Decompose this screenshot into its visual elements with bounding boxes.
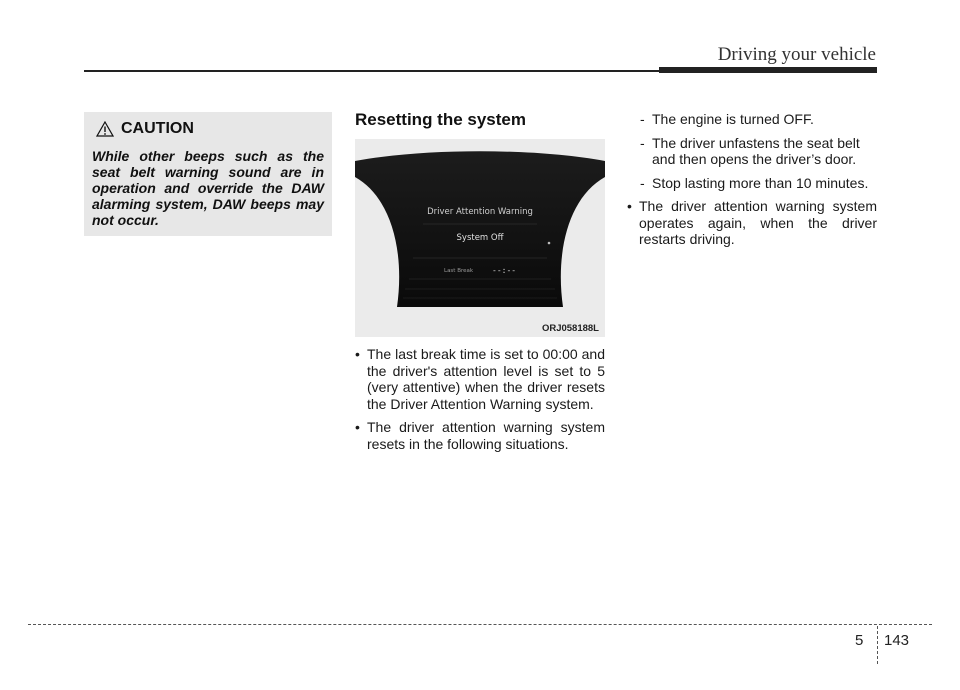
situation-item: - The engine is turned OFF.	[640, 111, 814, 127]
cluster-display-illustration	[355, 139, 605, 337]
footer-divider	[877, 626, 878, 664]
list-item: • The driver attention warning system operates again, when the driver restarts driving.	[627, 198, 877, 247]
display-bezel	[355, 151, 605, 307]
right-column	[627, 111, 877, 255]
display-status: System Off	[456, 233, 504, 243]
section-title: Resetting the system	[355, 110, 526, 129]
caution-text: While other beeps such as the seat belt warning sound are in operation and override the DAW alarming system, DAW beeps may not occur.	[92, 148, 324, 228]
header-title: Driving your vehicle	[717, 44, 876, 65]
situation-item: - Stop lasting more than 10 minutes.	[640, 174, 869, 191]
list-item: • The last break time is set to 00:00 and the driver's attention level is set to 5 (very attentive) when the driver resets the Driver Attention Warning system.	[355, 346, 605, 412]
display-last-break-value: --:--	[492, 266, 517, 275]
display-last-break-label: Last Break	[444, 268, 474, 274]
warning-triangle-icon	[96, 121, 114, 137]
situation-item: - The driver unfastens the seat belt and then opens the driver’s door.	[640, 134, 860, 167]
header-rule	[84, 70, 659, 72]
header-bar	[659, 67, 877, 73]
footer-rule	[28, 624, 932, 625]
figure-caption: ORJ058188L	[541, 323, 599, 334]
list-item: • The driver attention warning system resets in the following situations.	[355, 419, 605, 452]
display-indicator-dot	[548, 242, 551, 245]
page-number: 143	[884, 632, 910, 649]
caution-box	[84, 112, 332, 236]
display-title: Driver Attention Warning	[427, 207, 533, 217]
middle-column	[355, 346, 605, 459]
cluster-display-figure	[355, 139, 605, 337]
caution-title: CAUTION	[121, 120, 194, 137]
caution-heading	[96, 120, 324, 138]
chapter-number: 5	[855, 632, 864, 649]
